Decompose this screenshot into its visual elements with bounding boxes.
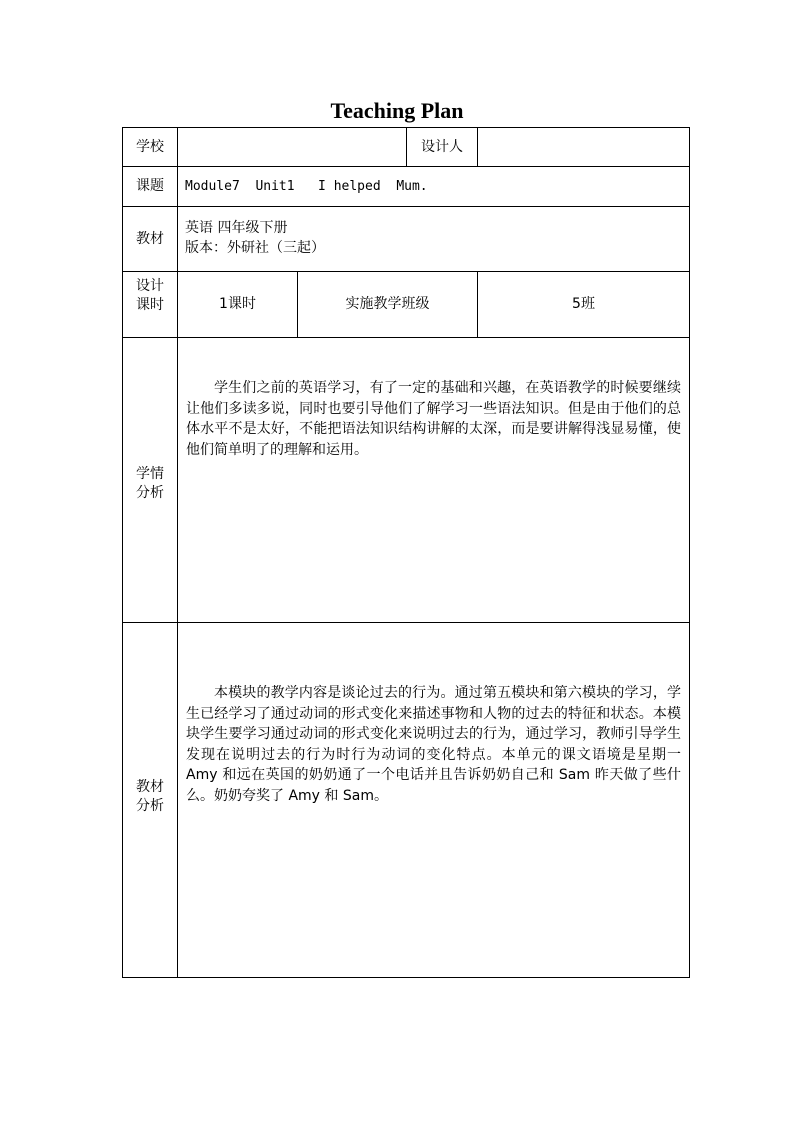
table-border-bottom — [122, 977, 690, 978]
teaching-class-value: 5班 — [572, 296, 595, 312]
topic-label: 课题 — [136, 178, 164, 194]
school-label: 学校 — [136, 138, 164, 155]
student-analysis-label — [123, 338, 177, 622]
class-hours-value: 1课时 — [219, 296, 256, 312]
material-analysis-label-line2: 分析 — [136, 798, 164, 814]
teaching-class-label: 实施教学班级 — [345, 296, 430, 312]
material-analysis-label — [123, 623, 177, 977]
textbook-value — [178, 207, 689, 271]
material-analysis-label-line1: 教材 — [136, 779, 164, 795]
designer-label: 设计人 — [421, 138, 463, 155]
class-hours-label-line2: 课时 — [136, 297, 164, 313]
designer-value — [478, 128, 689, 166]
textbook-title: 英语 四年级下册 — [185, 220, 288, 236]
textbook-edition: 版本：外研社（三起） — [185, 240, 325, 256]
class-hours-label-line1: 设计 — [136, 278, 164, 294]
textbook-label: 教材 — [136, 230, 164, 247]
table-border-right — [689, 127, 690, 978]
student-analysis-label-line1: 学情 — [136, 466, 164, 482]
student-analysis-text: 学生们之前的英语学习，有了一定的基础和兴趣，在英语教学的时候要继续让他们多读多说，同时也要引导他们了解学习一些语法知识。但是由于他们的总体水平不是太好，不能把语法知识结构讲解的太深，而是要讲解得浅显易懂，使他们简单明了的理解和运用。 — [186, 380, 681, 458]
class-hours-label — [123, 272, 177, 337]
material-analysis-text: 本模块的教学内容是谈论过去的行为。通过第五模块和第六模块的学习，学生已经学习了通过动词的形式变化来描述事物和人物的过去的特征和状态。本模块学生要学习通过动词的形式变化来说明过去的行为，通过学习，教师引导学生发现在说明过去的行为时行为动词的变化特点。本单元的课文语境是星期一 Amy 和远在英国的奶奶通了一个电话并且告诉奶奶自己和 Sam 昨天做了些什么。奶奶夸奖了 Amy 和 Sam。 — [186, 685, 681, 804]
school-value — [178, 128, 406, 166]
topic-value: Module7 Unit1 I helped Mum. — [185, 179, 428, 194]
page-title: Teaching Plan — [330, 98, 464, 123]
student-analysis-label-line2: 分析 — [136, 485, 164, 501]
teaching-plan-table — [122, 127, 690, 978]
